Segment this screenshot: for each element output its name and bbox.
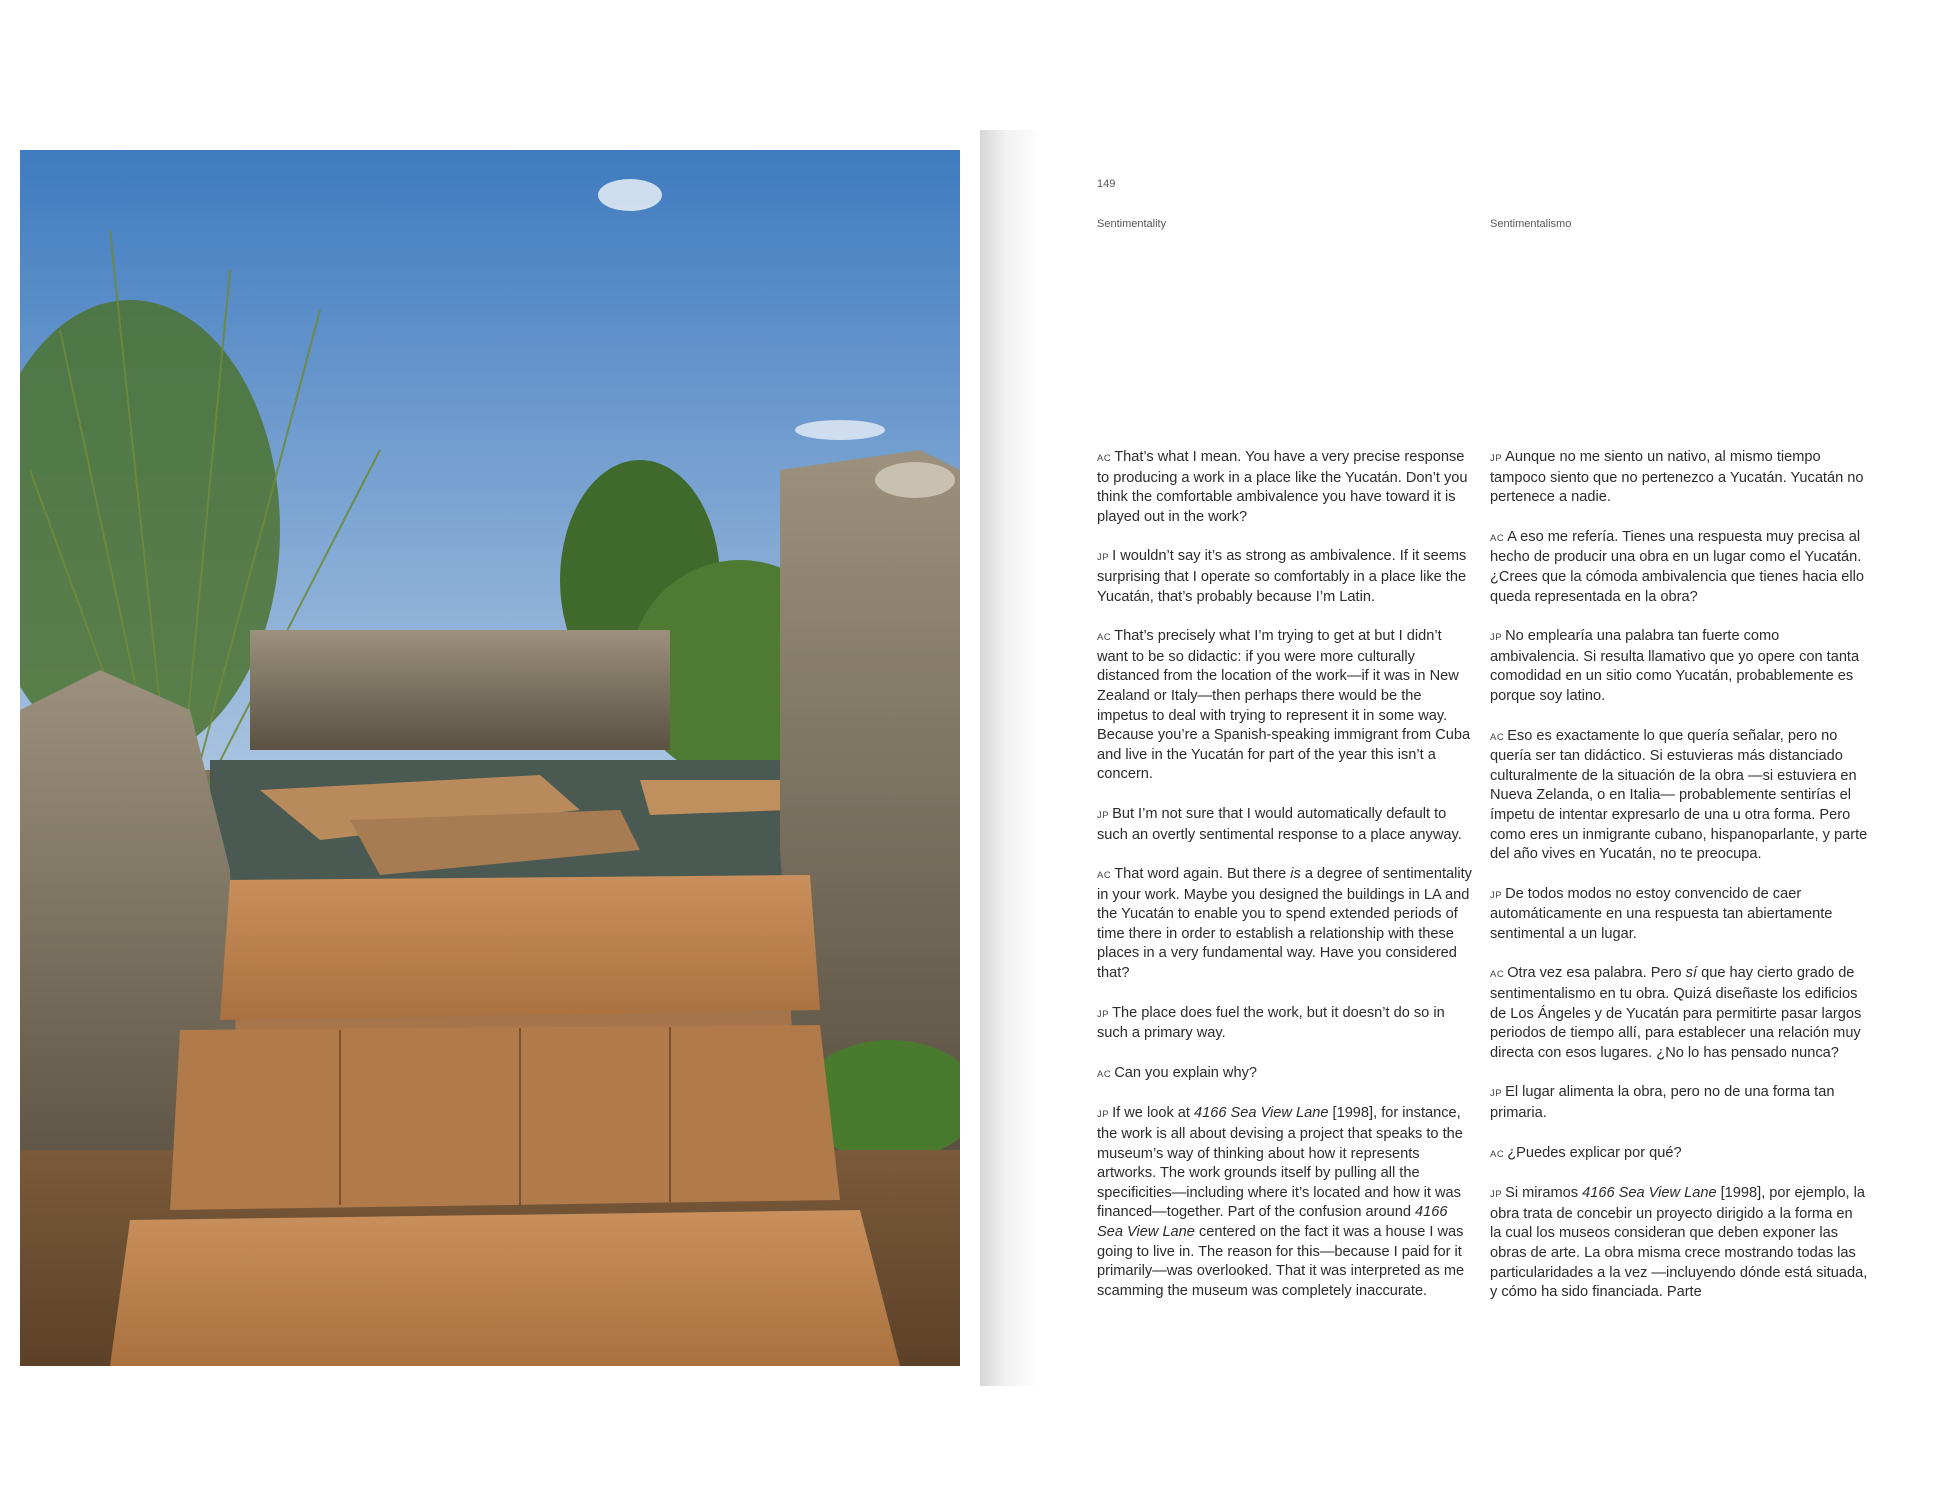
italic-text: 4166 Sea View Lane [1194, 1105, 1329, 1122]
paragraph-text: De todos modos no estoy convencido de caer automáticamente en una respuesta tan abiertamente sentimental a un lugar. [1490, 885, 1833, 942]
interview-paragraph [1490, 1083, 1868, 1123]
speaker-initials: AC [1490, 731, 1505, 743]
interview-paragraph [1097, 547, 1475, 607]
paragraph-text: But I’m not sure that I would automatically default to such an overtly sentimental response to a place anyway. [1097, 805, 1462, 843]
running-head-spanish: Sentimentalismo [1490, 218, 1572, 230]
gutter-shadow [980, 130, 1040, 1386]
paragraph-text: que hay cierto grado de sentimentalismo en tu obra. Quizá diseñaste los edificios de Los Ángeles y de Yucatán para permitirte pasar largos periodos de tiempo allí, para establecer una relación muy directa con esos lugares. ¿No lo has pensado nunca? [1490, 965, 1862, 1061]
paragraph-text: That word again. But there [1114, 866, 1291, 883]
paragraph-text: If we look at [1112, 1105, 1195, 1122]
english-column [1097, 448, 1475, 1321]
italic-text: sí [1685, 965, 1698, 982]
paragraph-text: Si miramos [1505, 1185, 1583, 1202]
paragraph-text: Can you explain why? [1114, 1064, 1257, 1081]
paragraph-text: ¿Puedes explicar por qué? [1507, 1144, 1682, 1161]
paragraph-text: El lugar alimenta la obra, pero no de una forma tan primaria. [1490, 1084, 1835, 1122]
speaker-initials: JP [1097, 1109, 1110, 1121]
page-number: 149 [1097, 178, 1116, 190]
italic-text: is [1290, 866, 1301, 883]
paragraph-text: A eso me refería. Tienes una respuesta muy precisa al hecho de producir una obra en un lugar como el Yucatán. ¿Crees que la cómoda ambivalencia que tienes hacia ello queda representada en la obra? [1490, 528, 1864, 605]
speaker-initials: JP [1490, 1189, 1503, 1201]
paragraph-text: No emplearía una palabra tan fuerte como ambivalencia. Si resulta llamativo que yo opere con tanta comodidad en un sitio como Yucatán, probablemente es porque soy latino. [1490, 628, 1860, 704]
italic-text: 4166 Sea View Lane [1097, 1204, 1448, 1240]
interview-paragraph [1490, 1184, 1868, 1303]
interview-paragraph [1490, 448, 1868, 508]
speaker-initials: AC [1490, 532, 1505, 544]
speaker-initials: JP [1490, 453, 1503, 464]
paragraph-text: centered on the fact it was a house I was going to live in. The reason for this—because I paid for it primarily—was overlooked. That it was interpreted as me scamming the museum was completely inaccurate. [1097, 1224, 1465, 1299]
interview-paragraph [1490, 528, 1868, 607]
speaker-initials: AC [1097, 632, 1112, 644]
speaker-initials: JP [1097, 809, 1110, 821]
interview-paragraph [1490, 885, 1868, 945]
paragraph-text: a degree of sentimentality in your work. Maybe you designed the buildings in LA and the Yucatán to enable you to spend extended periods of time there in order to establish a relationship with these places in a very fundamental way. Have you considered that? [1097, 866, 1472, 982]
paragraph-text: That’s precisely what I’m trying to get at but I didn’t want to be so didactic: if you were more culturally distanced from the location of the work—if it was in New Zealand or Italy—then perhaps there would be the impetus to deal with trying to represent it in some way. Because you’re a Spanish-speaking immigrant from Cuba and live in the Yucatán for part of the year this isn’t a concern. [1097, 628, 1471, 783]
interview-paragraph [1490, 627, 1868, 706]
photo-illustration [20, 150, 960, 1366]
speaker-initials: JP [1490, 889, 1503, 901]
speaker-initials: AC [1490, 969, 1505, 981]
spanish-column [1490, 448, 1868, 1323]
paragraph-text: Aunque no me siento un nativo, al mismo tiempo tampoco siento que no pertenezco a Yucatán. Yucatán no pertenece a nadie. [1490, 449, 1864, 506]
interview-paragraph [1097, 1064, 1475, 1085]
stone-garden-photo [20, 150, 960, 1366]
paragraph-text: [1998], for instance, the work is all about devising a project that speaks to the museum’s way of thinking about how it represents artworks. The work grounds itself by pulling all the specificities—including where it’s located and how it was financed—together. Part of the confusion around [1097, 1105, 1463, 1221]
running-head-english: Sentimentality [1097, 218, 1167, 230]
paragraph-text: Eso es exactamente lo que quería señalar, pero no quería ser tan didáctico. Si estuvieras más distanciado culturalmente de la situación de la obra —si estuviera en Nueva Zelanda, o en Italia— probablemente sentirías el ímpetu de intentar expresarlo de una u otra forma. Pero como eres un inmigrante cubano, hispanoparlante, y parte del año vives en Yucatán, no te preocupa. [1490, 727, 1868, 863]
italic-text: 4166 Sea View Lane [1582, 1185, 1717, 1202]
paragraph-text: The place does fuel the work, but it doesn’t do so in such a primary way. [1097, 1004, 1445, 1042]
speaker-initials: AC [1097, 453, 1112, 464]
interview-paragraph [1490, 964, 1868, 1063]
paragraph-text: [1998], por ejemplo, la obra trata de concebir un proyecto dirigido a la forma en la cual los museos consideran que deben exponer las obras de arte. La obra misma crece mostrando todas las particularidades a la vez —incluyendo dónde está situada, y cómo ha sido financiada. Parte [1490, 1185, 1868, 1301]
interview-paragraph [1097, 805, 1475, 845]
interview-paragraph [1097, 1004, 1475, 1044]
paragraph-text: I wouldn’t say it’s as strong as ambivalence. If it seems surprising that I operate so comfortably in a place like the Yucatán, that’s probably because I’m Latin. [1097, 548, 1467, 605]
speaker-initials: JP [1097, 552, 1110, 564]
speaker-initials: JP [1490, 632, 1503, 644]
paragraph-text: That’s what I mean. You have a very precise response to producing a work in a place like the Yucatán. Don’t you think the comfortable ambivalence you have toward it is played out in the work? [1097, 449, 1468, 525]
right-page [980, 130, 1941, 1386]
paragraph-text: Otra vez esa palabra. Pero [1507, 965, 1686, 982]
speaker-initials: JP [1490, 1088, 1503, 1100]
interview-paragraph [1490, 1144, 1868, 1165]
speaker-initials: AC [1097, 1068, 1112, 1080]
speaker-initials: AC [1490, 1148, 1505, 1160]
interview-paragraph [1097, 865, 1475, 984]
interview-paragraph [1097, 448, 1475, 527]
interview-paragraph [1490, 727, 1868, 865]
speaker-initials: JP [1097, 1008, 1110, 1020]
interview-paragraph [1097, 1104, 1475, 1301]
interview-paragraph [1097, 627, 1475, 785]
speaker-initials: AC [1097, 870, 1112, 882]
